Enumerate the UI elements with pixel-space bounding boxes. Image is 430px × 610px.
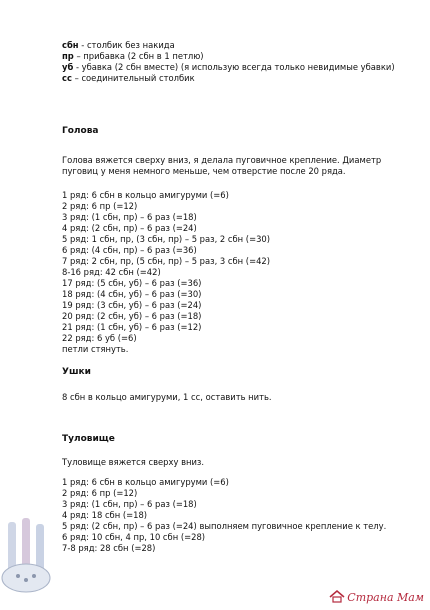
body-row: 1 ряд: 6 сбн в кольцо амигуруми (=6) bbox=[62, 477, 229, 487]
head-row: 5 ряд: 1 сбн, пр, (3 сбн, пр) – 5 раз, 2 сбн (=30) bbox=[62, 234, 271, 244]
ears-section-title: Ушки bbox=[62, 367, 91, 377]
head-row: 2 ряд: 6 пр (=12) bbox=[62, 201, 138, 211]
legend-text: – прибавка (2 сбн в 1 петлю) bbox=[73, 51, 204, 61]
head-row: 3 ряд: (1 сбн, пр) – 6 раз (=18) bbox=[62, 212, 197, 222]
legend-abbr: сс bbox=[62, 73, 72, 83]
head-rows bbox=[62, 190, 414, 355]
head-row: 8-16 ряд: 42 сбн (=42) bbox=[62, 267, 161, 277]
body-row: 4 ряд: 18 сбн (=18) bbox=[62, 510, 148, 520]
legend-item bbox=[62, 73, 414, 84]
head-row: 22 ряд: 6 уб (=6) bbox=[62, 333, 137, 343]
head-row: 20 ряд: (2 сбн, уб) – 6 раз (=18) bbox=[62, 311, 202, 321]
head-row: 6 ряд: (4 сбн, пр) – 6 раз (=36) bbox=[62, 245, 197, 255]
body-row: 3 ряд: (1 сбн, пр) – 6 раз (=18) bbox=[62, 499, 197, 509]
legend-item bbox=[62, 51, 414, 62]
body-rows bbox=[62, 477, 414, 554]
head-row: 18 ряд: (4 сбн, уб) – 6 раз (=30) bbox=[62, 289, 202, 299]
legend-abbr: пр bbox=[62, 51, 74, 61]
head-row: 1 ряд: 6 сбн в кольцо амигуруми (=6) bbox=[62, 190, 229, 200]
legend-text: – соединительный столбик bbox=[71, 73, 195, 83]
body-row: 7-8 ряд: 28 сбн (=28) bbox=[62, 543, 156, 553]
head-section-title: Голова bbox=[62, 126, 99, 136]
legend-abbr: уб bbox=[62, 62, 74, 72]
knitted-figure-logo bbox=[0, 516, 62, 596]
legend-item bbox=[62, 40, 414, 51]
body-intro: Туловище вяжется сверху вниз. bbox=[62, 457, 205, 467]
body-row: 2 ряд: 6 пр (=12) bbox=[62, 488, 138, 498]
legend-item bbox=[62, 62, 414, 73]
body-section-title: Туловище bbox=[62, 434, 115, 444]
head-row: 19 ряд: (3 сбн, уб) – 6 раз (=24) bbox=[62, 300, 202, 310]
head-intro: Голова вяжется сверху вниз, я делала пуговичное крепление. Диаметр пуговиц у меня немного меньше, чем отверстие после 20 ряда. bbox=[62, 155, 382, 176]
head-row: 4 ряд: (2 сбн, пр) – 6 раз (=24) bbox=[62, 223, 197, 233]
legend-abbr: сбн bbox=[62, 40, 79, 50]
body-row: 5 ряд: (2 сбн, пр) – 6 раз (=24) выполняем пуговичное крепление к телу. bbox=[62, 521, 387, 531]
head-row: петли стянуть. bbox=[62, 344, 129, 354]
head-row: 7 ряд: 2 сбн, пр, (5 сбн, пр) – 5 раз, 3 сбн (=42) bbox=[62, 256, 271, 266]
site-logo bbox=[329, 590, 424, 604]
house-icon bbox=[329, 590, 345, 603]
head-row: 17 ряд: (5 сбн, уб) – 6 раз (=36) bbox=[62, 278, 202, 288]
head-row: 21 ряд: (1 сбн, уб) – 6 раз (=12) bbox=[62, 322, 202, 332]
site-logo-text: Страна Мам bbox=[347, 591, 424, 604]
legend-text: - убавка (2 сбн вместе) (я использую всегда только невидимые убавки) bbox=[73, 62, 395, 72]
body-row: 6 ряд: 10 сбн, 4 пр, 10 сбн (=28) bbox=[62, 532, 206, 542]
abbreviations-legend bbox=[62, 40, 414, 84]
legend-text: - столбик без накида bbox=[78, 40, 175, 50]
ears-text: 8 сбн в кольцо амигуруми, 1 сс, оставить нить. bbox=[62, 392, 272, 402]
